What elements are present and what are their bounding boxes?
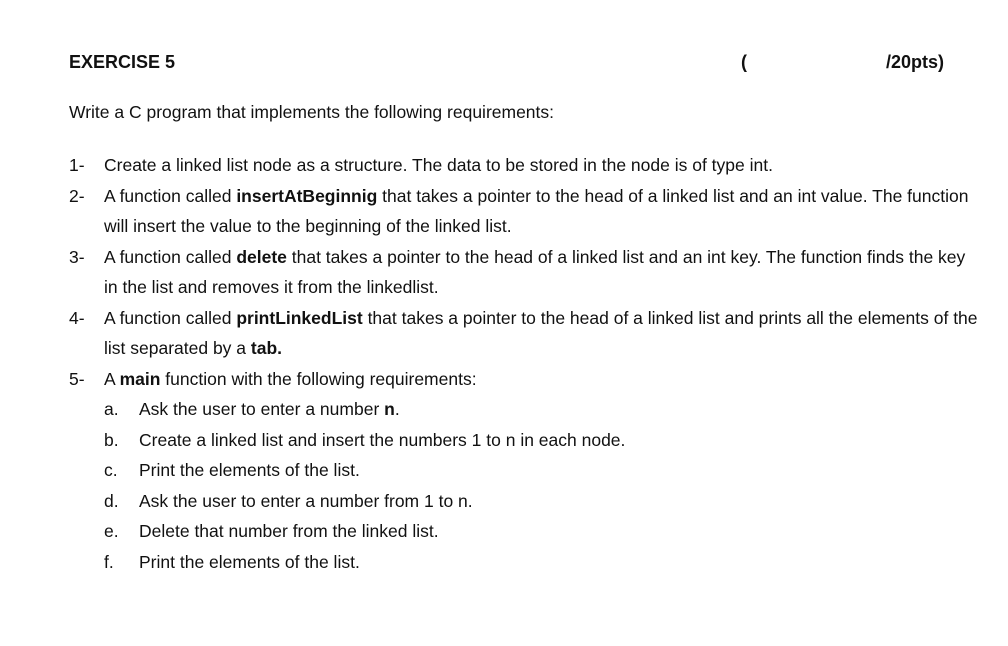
sub-item-e (104, 516, 979, 547)
function-name-delete: delete (236, 246, 287, 267)
sub-item-f (104, 547, 979, 578)
requirement-text: Create a linked list node as a structure. The data to be stored in the node is of type int. (104, 155, 773, 175)
sub-item-b (104, 425, 979, 456)
sub-text: Print the elements of the list. (139, 460, 360, 480)
sub-item-d (104, 486, 979, 517)
requirement-item-4 (69, 303, 979, 364)
requirement-number: 5- (69, 368, 85, 389)
sub-letter: b. (104, 429, 119, 450)
requirement-text-pre: A function called (104, 246, 237, 267)
requirement-number: 4- (69, 307, 85, 328)
main-sub-requirements (69, 394, 979, 577)
sub-letter: c. (104, 460, 118, 480)
sub-text: Create a linked list and insert the numbers 1 to n in each node. (139, 429, 626, 450)
sub-text: Print the elements of the list. (139, 551, 360, 572)
sub-text-post: . (394, 399, 400, 419)
requirement-text-pre: A (104, 368, 120, 389)
sub-letter: a. (104, 399, 119, 419)
score-open-paren: ( (741, 52, 747, 72)
sub-letter: e. (104, 521, 119, 541)
intro-text: Write a C program that implements the following requirements: (69, 102, 555, 122)
sub-letter: d. (104, 490, 119, 511)
requirements-list (69, 150, 979, 577)
sub-text: Delete that number from the linked list. (139, 521, 439, 541)
requirement-item-1 (69, 150, 979, 181)
sub-item-c (104, 455, 979, 486)
requirement-number: 3- (69, 246, 85, 267)
requirement-number: 2- (69, 185, 85, 206)
function-name-printLinkedList: printLinkedList (236, 307, 363, 328)
requirement-text-pre: A function called (104, 185, 237, 206)
requirement-text-post: that takes a pointer to the head of a linked list and prints all the elements of the list separated by a (104, 307, 978, 358)
exercise-title: EXERCISE 5 (69, 52, 176, 72)
sub-text-pre: Ask the user to enter a number (139, 399, 385, 419)
requirement-item-5 (69, 364, 979, 395)
function-name-insertAtBeginnig: insertAtBeginnig (236, 185, 378, 206)
requirement-text-post: that takes a pointer to the head of a linked list and an int value. The function will insert the value to the beginning of the linked list. (104, 185, 969, 236)
score-total: /20pts) (885, 52, 944, 72)
separator-tab-keyword: tab. (250, 338, 283, 358)
sub-letter: f. (104, 551, 114, 572)
requirement-text-post: function with the following requirements: (160, 368, 477, 389)
sub-text: Ask the user to enter a number from 1 to n. (139, 490, 473, 511)
sub-item-a (104, 394, 979, 425)
exercise-header (69, 52, 944, 78)
variable-n: n (384, 399, 395, 419)
requirement-item-3 (69, 242, 979, 303)
requirement-text-post: that takes a pointer to the head of a linked list and an int key. The function finds the key in the list and removes it from the linkedlist. (104, 246, 966, 297)
requirement-number: 1- (69, 155, 85, 175)
function-name-main: main (119, 368, 161, 389)
requirement-item-2 (69, 181, 979, 242)
requirement-text-pre: A function called (104, 307, 237, 328)
